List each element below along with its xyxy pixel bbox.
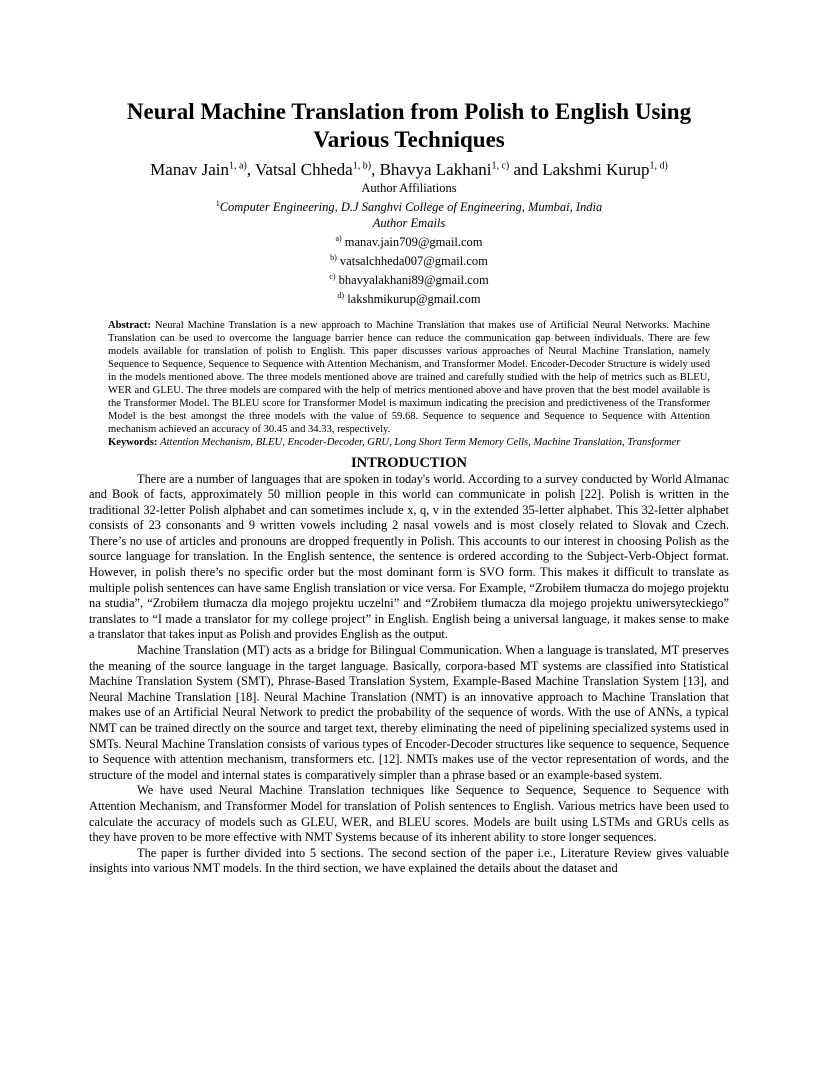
paragraph: The paper is further divided into 5 sections. The second section of the paper i.e., Literature Review gives valuable insights into various NMT models. In the third section, we have explained the details about the dataset and [89, 845, 729, 876]
email-line: $^{c)}$ bhavyalakhani89@gmail.com [329, 272, 489, 288]
paragraph: There are a number of languages that are spoken in today's world. According to a survey conducted by World Almanac and Book of facts, approximately 50 million people in this world can communicate in polish [22]. Polish is written in the traditional 32-letter Polish alphabet and can sometimes include x, q, v in the extended 35-letter alphabet. This 32-letter alphabet consists of 23 consonants and 9 written vowels including 2 nasal vowels and is most closely related to Slovak and Czech. There’s no use of articles and pronouns are dropped frequently in Polish. This accounts to our interest in choosing Polish as the source language for translation. In the English sentence, the sentence is ordered according to the Subject-Verb-Object format. However, in polish there’s no specific order but the most dominant form is SVO form. This makes it difficult to translate as multiple polish sentences can have same English translation or vice versa. For Example, “Zrobiłem tłumacza do mojego projektu na studia”, “Zrobiłem tłumacza dla mojego projektu uczelni” and “Zrobiłem tłumacza dla mojego projektu uniwersyteckiego” translates to “I made a translator for my college project” in English. English being a universal language, it makes sense to make a translator that takes input as Polish and provides English as the output. [89, 471, 729, 642]
body-text [89, 472, 729, 877]
paragraph: We have used Neural Machine Translation techniques like Sequence to Sequence, Sequence to Sequence with Attention Mechanism, and Transformer Model for translation of Polish sentences to English. Various metrics have been used to calculate the accuracy of models such as GLEU, WER, and BLEU scores. Models are built using LSTMs and GRUs cells as they have proven to be more effective with NMT Systems because of its inherent ability to store longer sequences. [89, 783, 729, 845]
emails-heading: Author Emails [372, 215, 446, 230]
author-list [89, 156, 729, 180]
email-line: $^{b)}$ vatsalchheda007@gmail.com [330, 252, 488, 269]
paragraph: Machine Translation (MT) acts as a bridge for Bilingual Communication. When a language is translated, MT preserves the meaning of the source language in the target language. Basically, corpora-based MT systems are classified into Statistical Machine Translation System (SMT), Phrase-Based Translation System, Example-Based Machine Translation System [13], and Neural Machine Translation [18]. Neural Machine Translation (NMT) is an innovative approach to Machine Translation that makes use of an Artificial Neural Network to predict the probability of the sequence of words. With the use of ANNs, a typical NMT can be trained directly on the source and target text, thereby eliminating the need of pipelining specialized systems used in SMTs. Neural Machine Translation consists of various types of Encoder-Decoder structures like sequence to sequence, Sequence to Sequence with attention mechanism, transformers etc. [12]. NMTs makes use of the vector representation of words, and the structure of the model and internal states is comparatively simpler than a phrase based or an example-based system. [89, 643, 729, 782]
affiliation: $^1$Computer Engineering, D.J Sanghvi College of Engineering, Mumbai, India [215, 198, 603, 214]
author: Manav Jain$^{1, a)}$, [150, 159, 255, 179]
email-line: $^{d)}$ lakshmikurup@gmail.com [337, 291, 481, 307]
author: Lakshmi Kurup$^{1, d)}$ [542, 159, 668, 179]
paper-page [89, 98, 729, 877]
abstract [108, 320, 710, 449]
keywords-label: Keywords: [108, 436, 158, 448]
abstract-label: Abstract: [108, 320, 151, 332]
email-line: $^{a)}$ manav.jain709@gmail.com [335, 233, 483, 249]
author: Vatsal Chheda$^{1, b)}$, [255, 159, 380, 179]
keywords-text: Attention Mechanism, BLEU, Encoder-Decoder, GRU, Long Short Term Memory Cells, Machine Translation, Transformer [160, 436, 681, 448]
section-heading: INTRODUCTION [350, 454, 467, 471]
author: Bhavya Lakhani$^{1, c)}$ and [379, 159, 543, 179]
affiliations-heading: Author Affiliations [361, 180, 457, 195]
paper-title: Neural Machine Translation from Polish to English Using Various Techniques [126, 99, 692, 152]
abstract-text: Neural Machine Translation is a new approach to Machine Translation that makes use of Artificial Neural Networks. Machine Translation can be used to overcome the language barrier hence can reduce the communication gap between individuals. There are few models available for translation of polish to English. This paper discusses various approaches of Neural Machine Translation, namely Sequence to Sequence, Sequence to Sequence with Attention Mechanism, and Transformer Model. Encoder-Decoder Structure is widely used in the models mentioned above. The three models mentioned above are trained and carefully studied with the help of metrics such as BLEU, WER and GLEU. The three models are compared with the help of metrics mentioned above and have proven that the best model available is the Transformer Model. The BLEU score for Transformer Model is maximum indicating the precision and predictiveness of the Transformer Model is the best amongst the three models with the value of 59.68. Sequence to sequence and Sequence to Sequence with Attention mechanism achieved an accuracy of 30.45 and 34.33, respectively. [108, 320, 710, 435]
